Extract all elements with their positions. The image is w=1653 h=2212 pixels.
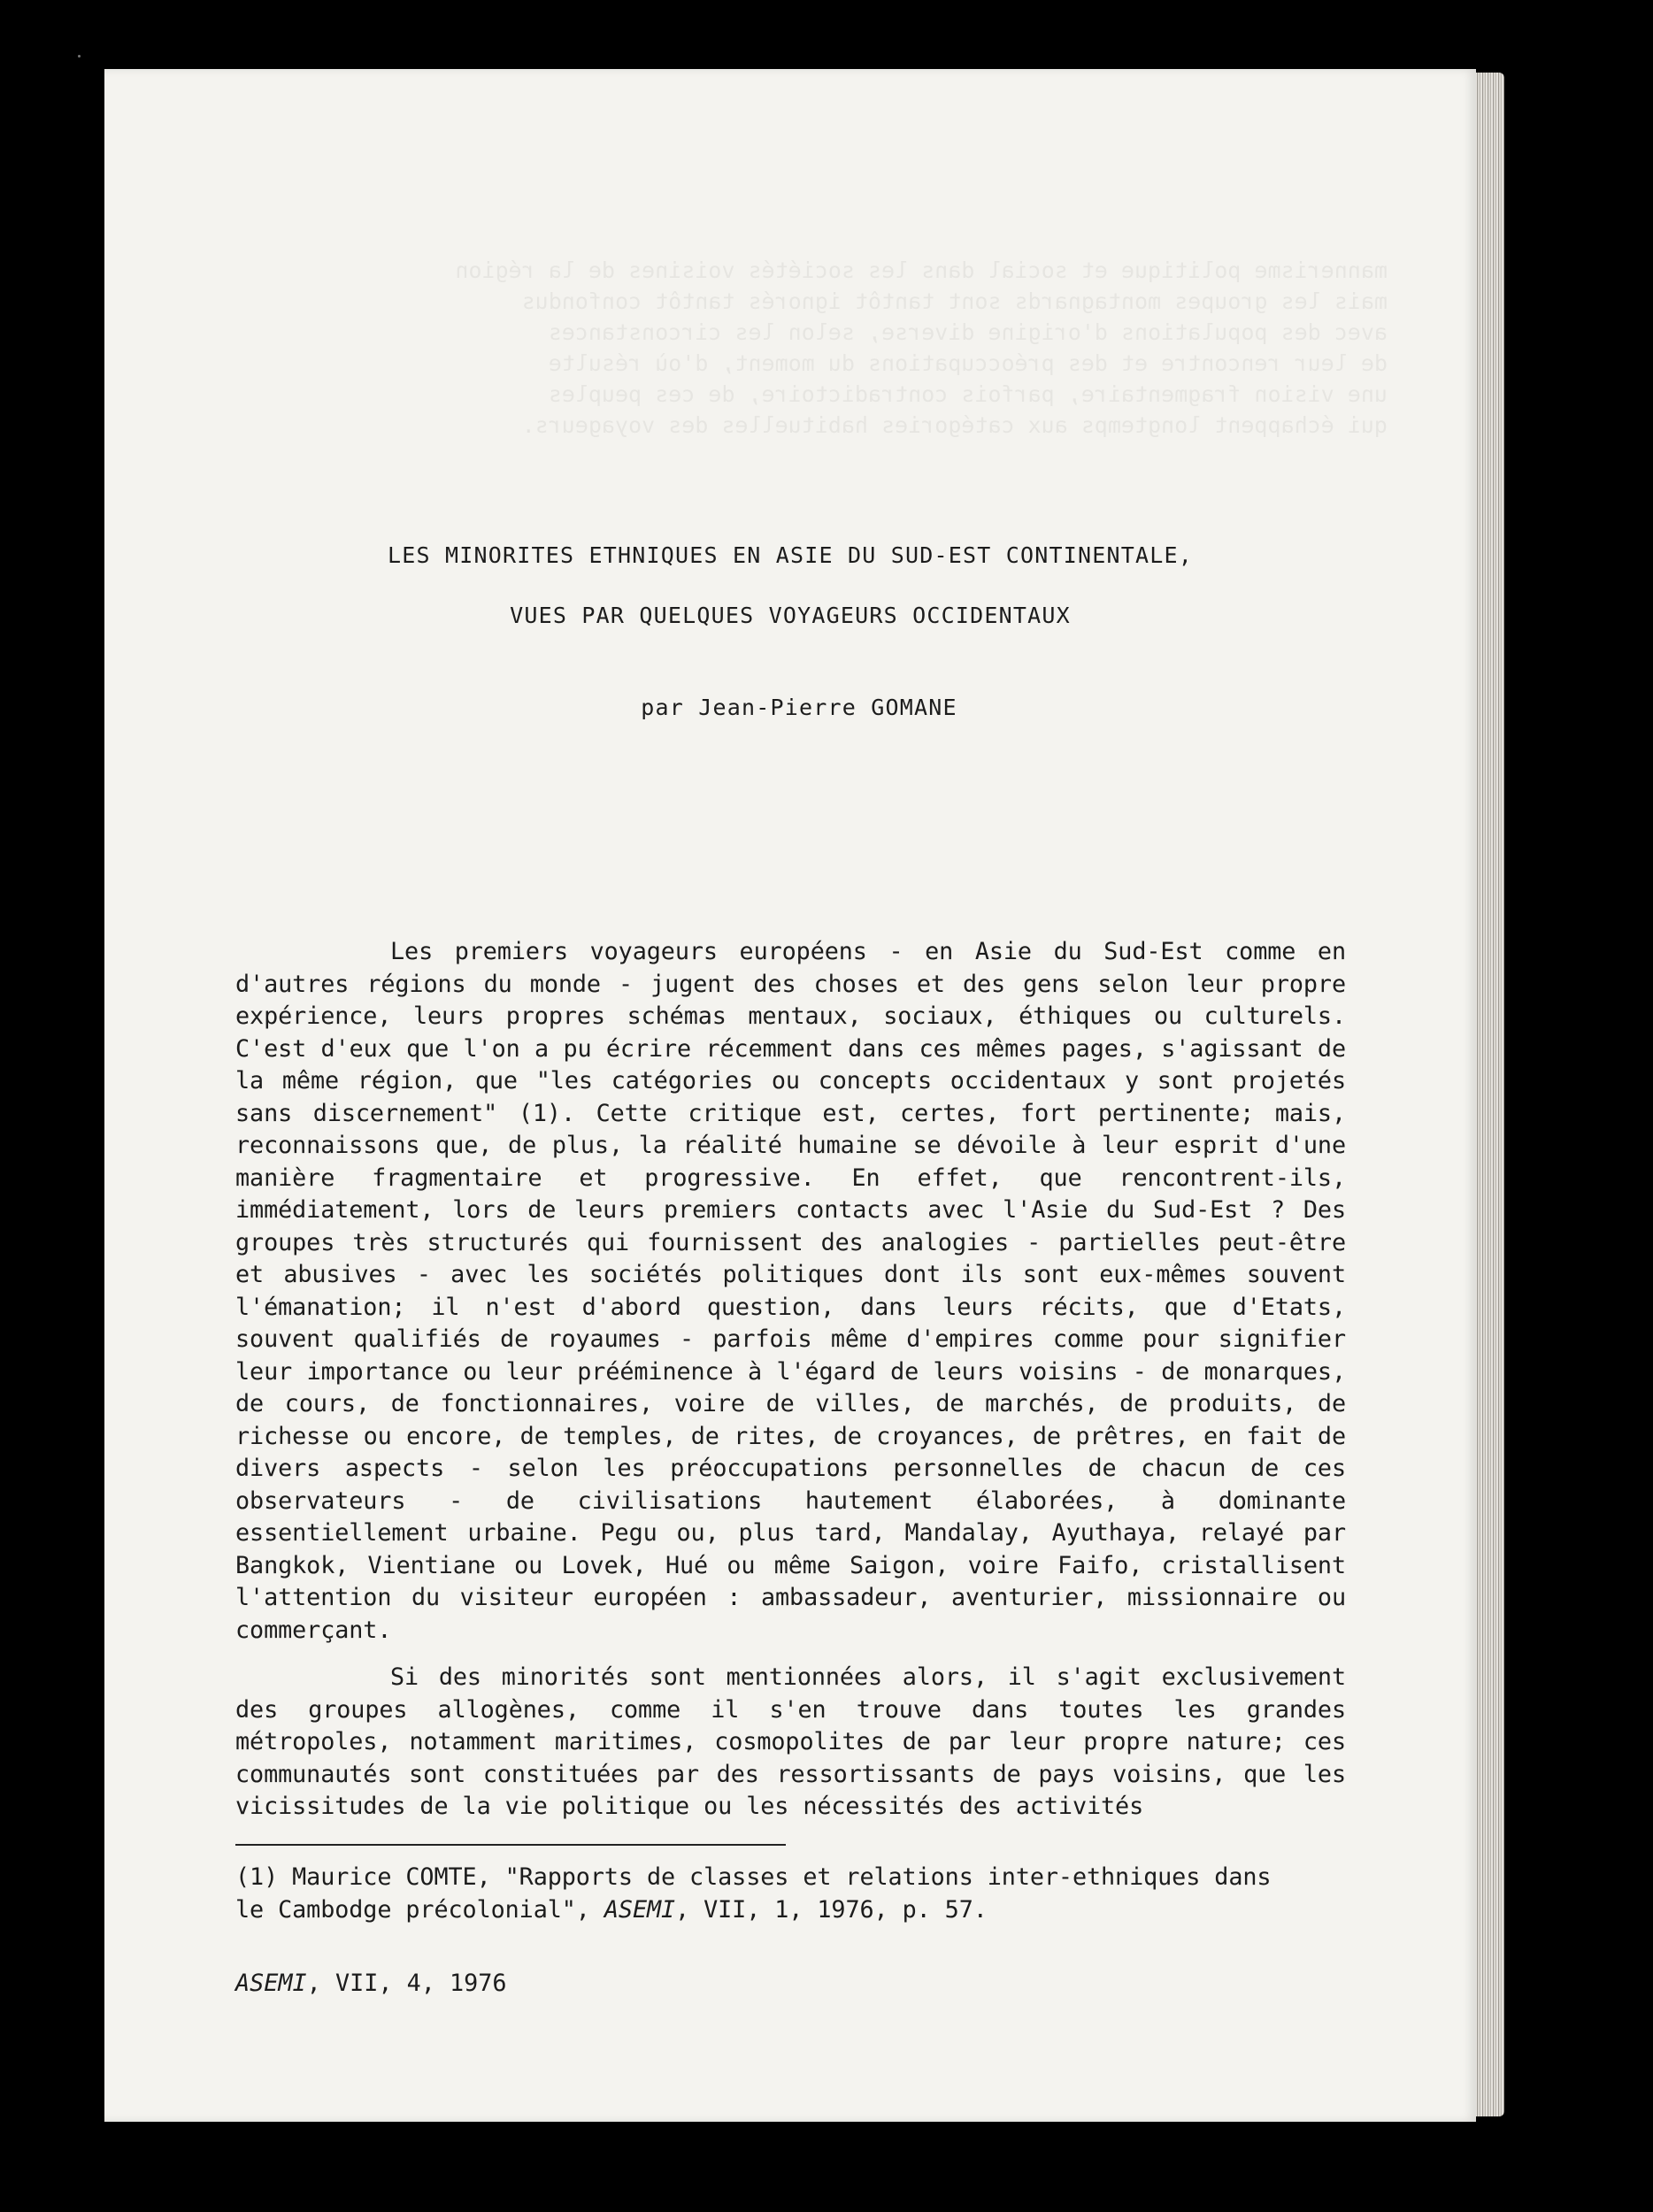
paragraph-text: Si des minorités sont mentionnées alors, il s'agit exclusivement des groupes allogènes, comme il s'en trouve dans toutes les grandes métropoles, notamment maritimes, cosmopolites de par leur propre nature; ces communautés sont constituées par des ressortissants de pays voisins, que les vicissitudes de la vie politique ou les nécessités des activités [235,1663,1346,1820]
footnote-divider [235,1844,786,1846]
bleed-through-text: mannerisme politique et social dans les sociétés voisines de la région mais les groupes montagnards sont tantôt ignorés tantôt confondus avec des populations d'origine diverse, selon les circonstances de leur rencontre et des préoccupations du moment, d'où résulte une vision fragmentaire, parfois contradictoire, de ces peuples qui échappent longtemps aux catégories habituelles des voyageurs. [455,257,1388,438]
author-byline: par Jean-Pierre GOMANE [641,695,957,720]
footnote-journal-name: ASEMI [604,1895,676,1924]
paragraph-text: Les premiers voyageurs européens - en Asie du Sud-Est comme en d'autres régions du monde - jugent des choses et des gens selon leur propre expérience, leurs propres schémas mentaux, sociaux, éthiques ou culturels. C'est d'eux que l'on a pu écrire récemment dans ces mêmes pages, s'agissant de la même région, que "les catégories ou concepts occidentaux y sont projetés sans discernement" (1). Cette critique est, certes, fort pertinente; mais, reconnaissons que, de plus, la réalité humaine se dévoile à leur esprit d'une manière fragmentaire et progressive. En effet, que rencontrent-ils, immédiatement, lors de leurs premiers contacts avec l'Asie du Sud-Est ? Des groupes très structurés qui fournissent des analogies - partielles peut-être et abusives - avec les sociétés politiques dont ils sont eux-mêmes souvent l'émanation; il n'est d'abord question, dans leurs récits, que d'Etats, souvent qualifiés de royaumes - parfois même d'empires comme pour signifier leur importance ou leur prééminence à l'égard de leurs voisins - de monarques, de cours, de fonctionnaires, voire de villes, de marchés, de produits, de richesse ou encore, de temples, de rites, de croyances, de prêtres, en fait de divers aspects - selon les préoccupations personnelles de chacun de ces observateurs - de civilisations hautement élaborées, à dominante essentiellement urbaine. Pegu ou, plus tard, Mandalay, Ayuthaya, relayé par Bangkok, Vientiane ou Lovek, Hué ou même Saigon, voire Faifo, cristallisent l'attention du visiteur européen : ambassadeur, aventurier, missionnaire ou commerçant. [235,938,1346,1644]
journal-footer [235,1968,507,2000]
footnote-line-2-start: le Cambodge précolonial", [235,1895,604,1924]
footer-journal-name: ASEMI [235,1970,307,1997]
footnote-line-1: (1) Maurice COMTE, "Rapports de classes et relations inter-ethniques dans [235,1863,1272,1891]
footnote-line-2 [235,1894,1350,1927]
footnote [235,1862,1350,1926]
dust-speck [78,55,81,58]
body-paragraph-1 [235,936,1346,1647]
footer-citation: , VII, 4, 1976 [306,1970,507,1997]
footnote-line-2-end: , VII, 1, 1976, p. 57. [675,1895,988,1924]
book-page [104,69,1476,2122]
article-title-line2: VUES PAR QUELQUES VOYAGEURS OCCIDENTAUX [510,603,1071,628]
body-paragraph-2 [235,1662,1346,1824]
article-title-line1: LES MINORITES ETHNIQUES EN ASIE DU SUD-EST CONTINENTALE, [387,542,1194,568]
